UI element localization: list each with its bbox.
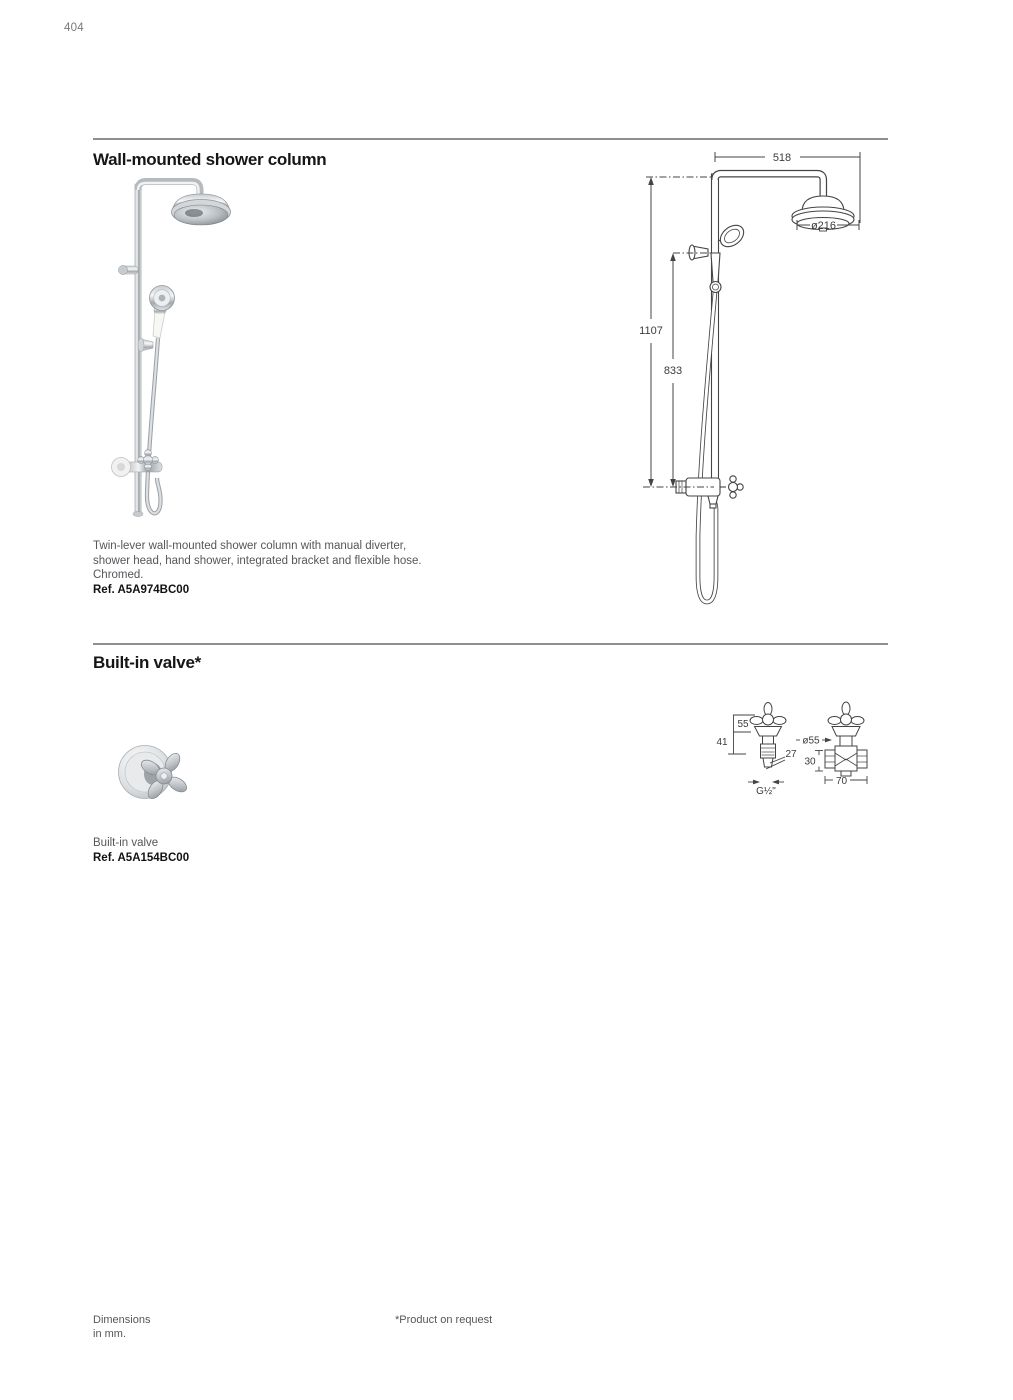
footer-product-note: *Product on request — [395, 1314, 493, 1326]
description-line: Chromed. — [93, 569, 144, 582]
section-title-built-in-valve: Built-in valve* — [93, 653, 201, 672]
built-in-valve-photo — [103, 723, 218, 828]
shower-column-photo — [108, 170, 250, 530]
section-divider — [93, 138, 888, 140]
svg-text:833: 833 — [663, 365, 683, 377]
product-ref: Ref. A5A154BC00 — [93, 851, 190, 864]
description-line: Built-in valve — [93, 837, 159, 849]
page-number: 404 — [64, 22, 84, 34]
svg-text:27: 27 — [785, 749, 797, 760]
valve-front-view — [825, 702, 867, 776]
svg-text:70: 70 — [835, 776, 848, 787]
built-in-valve-drawing — [708, 695, 883, 807]
section-title-shower-column: Wall-mounted shower column — [93, 150, 327, 169]
svg-text:30: 30 — [804, 756, 816, 768]
hand-shower — [150, 286, 175, 339]
description-line: shower head, hand shower, integrated bracket and flexible hose. — [93, 554, 422, 567]
valve-symbol — [676, 476, 743, 508]
footer-dimensions-note: Dimensions in mm. — [93, 1314, 151, 1340]
description-line: Twin-lever wall-mounted shower column with manual diverter, — [93, 540, 407, 552]
section-divider — [93, 643, 888, 645]
svg-text:1107: 1107 — [639, 325, 663, 337]
svg-text:ø55: ø55 — [802, 735, 820, 747]
product-description — [93, 539, 422, 597]
svg-text:518: 518 — [772, 152, 792, 164]
svg-text:55: 55 — [737, 719, 749, 730]
valve-side-view — [750, 703, 786, 768]
product-ref: Ref. A5A974BC00 — [93, 583, 190, 596]
svg-text:ø216: ø216 — [810, 220, 837, 232]
shower-column-drawing — [630, 146, 892, 636]
svg-text:G½": G½" — [756, 786, 776, 797]
svg-text:41: 41 — [716, 737, 728, 748]
product-description — [93, 836, 189, 865]
